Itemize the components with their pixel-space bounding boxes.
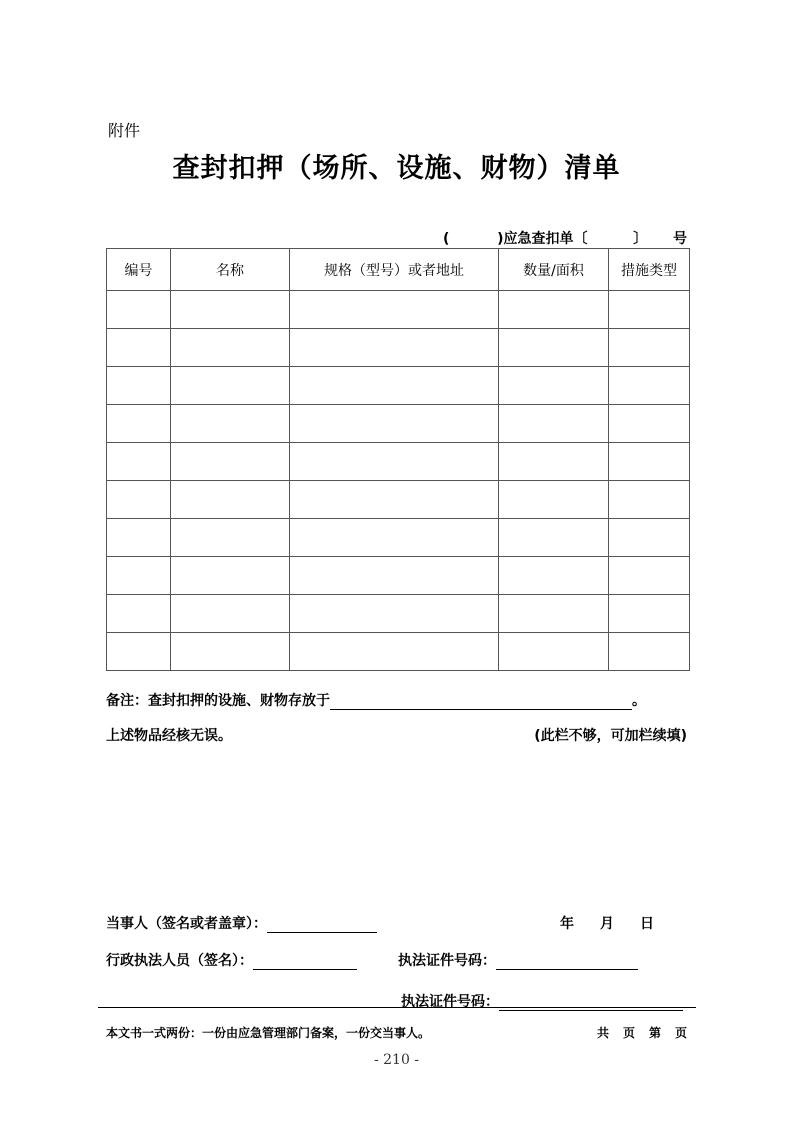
storage-location-field[interactable] xyxy=(330,694,632,710)
table-cell[interactable] xyxy=(609,633,690,671)
remark-line xyxy=(106,690,646,710)
page-total-label: 共 xyxy=(596,1026,609,1040)
table-cell[interactable] xyxy=(609,443,690,481)
confirmation-text: 上述物品经核无误。 xyxy=(106,728,232,744)
officer-signature-label: 行政执法人员（签名）： xyxy=(106,953,253,969)
officer-signature-line xyxy=(106,950,357,970)
document-title: 查封扣押（场所、设施、财物）清单 xyxy=(172,153,621,184)
table-cell[interactable] xyxy=(499,291,609,329)
table-cell[interactable] xyxy=(290,405,499,443)
date-day: 日 xyxy=(640,916,654,932)
table-cell[interactable] xyxy=(609,405,690,443)
col-header-measure-type: 措施类型 xyxy=(609,249,690,291)
table-cell[interactable] xyxy=(171,481,290,519)
table-row xyxy=(107,329,690,367)
party-signature-field[interactable] xyxy=(267,917,377,933)
table-cell[interactable] xyxy=(171,595,290,633)
table-cell[interactable] xyxy=(609,329,690,367)
table-cell[interactable] xyxy=(499,405,609,443)
table-row xyxy=(107,291,690,329)
date-year: 年 xyxy=(560,916,574,932)
table-cell[interactable] xyxy=(107,291,171,329)
cert-number-field-1[interactable] xyxy=(496,954,638,970)
table-cell[interactable] xyxy=(171,443,290,481)
party-signature-line xyxy=(106,913,377,933)
document-number xyxy=(443,228,687,248)
date-month: 月 xyxy=(600,916,614,932)
table-cell[interactable] xyxy=(290,291,499,329)
cert-number-label-2: 执法证件号码： xyxy=(401,994,499,1010)
table-cell[interactable] xyxy=(107,481,171,519)
table-cell[interactable] xyxy=(609,481,690,519)
cert-number-field-2[interactable] xyxy=(499,995,683,1011)
page-count xyxy=(583,1024,687,1041)
table-cell[interactable] xyxy=(609,291,690,329)
table-cell[interactable] xyxy=(107,633,171,671)
overflow-note: (此栏不够，可加栏续填) xyxy=(534,728,687,744)
officer-signature-field[interactable] xyxy=(253,954,357,970)
col-header-quantity: 数量/面积 xyxy=(499,249,609,291)
table-row xyxy=(107,557,690,595)
page-current-label: 第 xyxy=(648,1026,661,1040)
table-cell[interactable] xyxy=(499,443,609,481)
signature-date xyxy=(560,913,680,933)
table-cell[interactable] xyxy=(499,633,609,671)
table-row xyxy=(107,443,690,481)
col-header-spec: 规格（型号）或者地址 xyxy=(290,249,499,291)
table-cell[interactable] xyxy=(107,367,171,405)
footer-divider xyxy=(98,1007,696,1008)
doc-number-suffix: 号 xyxy=(673,231,687,247)
table-cell[interactable] xyxy=(171,367,290,405)
party-signature-label: 当事人（签名或者盖章）： xyxy=(106,916,267,932)
table-cell[interactable] xyxy=(609,557,690,595)
table-row xyxy=(107,633,690,671)
table-cell[interactable] xyxy=(107,519,171,557)
doc-number-close-bracket: 〕 xyxy=(633,231,648,247)
footer-note: 本文书一式两份：一份由应急管理部门备案，一份交当事人。 xyxy=(106,1026,431,1040)
table-cell[interactable] xyxy=(609,367,690,405)
table-cell[interactable] xyxy=(107,405,171,443)
remark-end: 。 xyxy=(632,693,646,709)
page-total-unit: 页 xyxy=(622,1026,635,1040)
table-cell[interactable] xyxy=(609,595,690,633)
table-cell[interactable] xyxy=(499,329,609,367)
cert-number-label-1: 执法证件号码： xyxy=(398,953,496,969)
table-cell[interactable] xyxy=(290,367,499,405)
cert-number-line-2 xyxy=(401,991,683,1011)
table-cell[interactable] xyxy=(107,329,171,367)
table-row xyxy=(107,405,690,443)
table-cell[interactable] xyxy=(290,557,499,595)
table-cell[interactable] xyxy=(107,443,171,481)
page-number: - 210 - xyxy=(373,1052,420,1068)
table-row xyxy=(107,595,690,633)
doc-number-open-paren: ( xyxy=(442,231,450,247)
table-cell[interactable] xyxy=(499,595,609,633)
table-cell[interactable] xyxy=(107,595,171,633)
table-body xyxy=(107,291,690,671)
table-row xyxy=(107,481,690,519)
table-cell[interactable] xyxy=(499,481,609,519)
table-cell[interactable] xyxy=(171,633,290,671)
table-cell[interactable] xyxy=(171,519,290,557)
seizure-items-table xyxy=(106,248,690,671)
table-cell[interactable] xyxy=(171,405,290,443)
table-cell[interactable] xyxy=(290,519,499,557)
table-header-row xyxy=(107,249,690,291)
table-cell[interactable] xyxy=(171,557,290,595)
table-cell[interactable] xyxy=(171,291,290,329)
table-cell[interactable] xyxy=(499,367,609,405)
table-row xyxy=(107,519,690,557)
table-cell[interactable] xyxy=(290,443,499,481)
remark-label: 备注：查封扣押的设施、财物存放于 xyxy=(106,693,330,709)
col-header-number: 编号 xyxy=(107,249,171,291)
table-cell[interactable] xyxy=(107,557,171,595)
table-cell[interactable] xyxy=(290,595,499,633)
table-row xyxy=(107,367,690,405)
table-cell[interactable] xyxy=(290,481,499,519)
table-cell[interactable] xyxy=(609,519,690,557)
cert-number-line-1 xyxy=(398,950,638,970)
table-cell[interactable] xyxy=(171,329,290,367)
col-header-name: 名称 xyxy=(171,249,290,291)
table-cell[interactable] xyxy=(499,519,609,557)
table-cell[interactable] xyxy=(290,633,499,671)
doc-number-mid: )应急查扣单〔 xyxy=(497,231,588,247)
table-cell[interactable] xyxy=(499,557,609,595)
page-current-unit: 页 xyxy=(674,1026,687,1040)
attachment-label: 附件 xyxy=(108,121,141,140)
table-cell[interactable] xyxy=(290,329,499,367)
